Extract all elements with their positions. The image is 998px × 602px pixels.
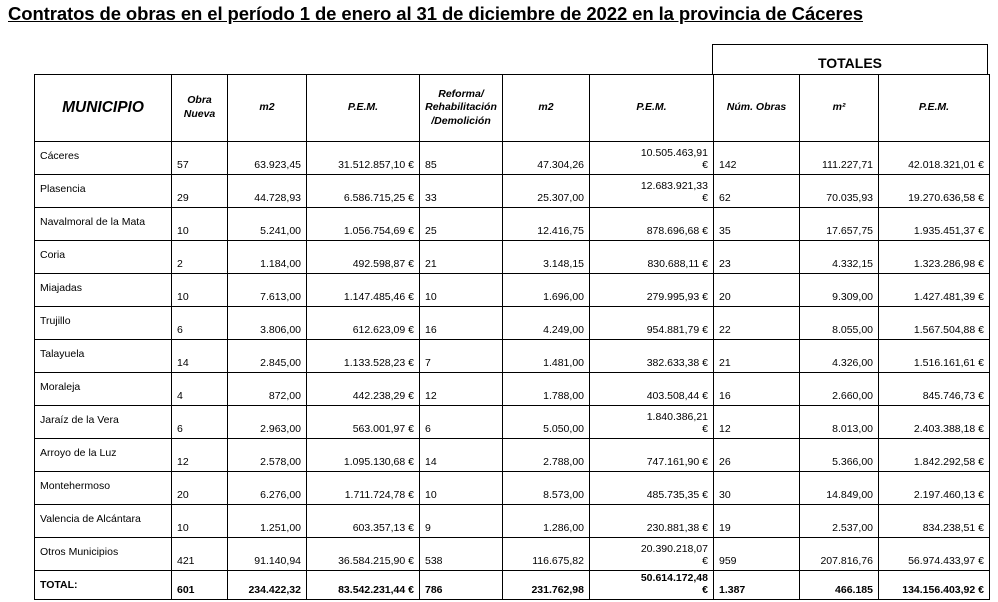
cell-reforma: 16 (420, 307, 503, 340)
cell-pem-total: 1.323.286,98 € (879, 241, 990, 274)
cell-pem-reforma (590, 208, 714, 241)
cell-m2-reforma: 12.416,75 (503, 208, 590, 241)
cell-m2-nueva: 2.845,00 (228, 340, 307, 373)
cell-obra-nueva: 4 (172, 373, 228, 406)
cell-obra-nueva: 10 (172, 505, 228, 538)
cell-num-obras: 22 (714, 307, 800, 340)
cell-pem-nueva: 36.584.215,90 € (307, 538, 420, 571)
cell-value: 279.995,93 € (646, 291, 708, 303)
cell-m2-nueva: 91.140,94 (228, 538, 307, 571)
total-row (35, 571, 990, 600)
cell-num-obras: 19 (714, 505, 800, 538)
cell-pem-reforma (590, 274, 714, 307)
cell-reforma: 21 (420, 241, 503, 274)
cell-m2-reforma: 231.762,98 (503, 571, 590, 600)
cell-pem-total: 1.842.292,58 € (879, 439, 990, 472)
cell-obra-nueva: 57 (172, 142, 228, 175)
cell-municipio: Talayuela (35, 340, 172, 373)
contracts-table (34, 74, 990, 600)
cell-pem-reforma (590, 307, 714, 340)
cell-pem-nueva: 83.542.231,44 € (307, 571, 420, 600)
table-body (35, 142, 990, 600)
cell-pem-reforma (590, 538, 714, 571)
table-row (35, 439, 990, 472)
cell-municipio: Montehermoso (35, 472, 172, 505)
cell-value: 830.688,11 € (647, 258, 708, 270)
cell-m2-reforma: 1.481,00 (503, 340, 590, 373)
cell-reforma: 538 (420, 538, 503, 571)
cell-pem-reforma (590, 340, 714, 373)
cell-value: 12.683.921,33 € (640, 180, 708, 204)
header-m2-nueva: m2 (228, 75, 307, 142)
cell-m2-total: 207.816,76 (800, 538, 879, 571)
cell-municipio: Miajadas (35, 274, 172, 307)
table-row (35, 472, 990, 505)
cell-m2-nueva: 2.963,00 (228, 406, 307, 439)
cell-pem-total: 42.018.321,01 € (879, 142, 990, 175)
cell-reforma: 25 (420, 208, 503, 241)
cell-pem-reforma (590, 505, 714, 538)
cell-num-obras: 12 (714, 406, 800, 439)
cell-reforma: 6 (420, 406, 503, 439)
totales-header: TOTALES (712, 44, 988, 74)
cell-pem-nueva: 1.056.754,69 € (307, 208, 420, 241)
cell-num-obras: 20 (714, 274, 800, 307)
cell-value: 747.161,90 € (646, 456, 708, 468)
cell-municipio: Navalmoral de la Mata (35, 208, 172, 241)
cell-pem-nueva: 442.238,29 € (307, 373, 420, 406)
cell-pem-reforma (590, 571, 714, 600)
cell-m2-nueva: 1.251,00 (228, 505, 307, 538)
cell-m2-nueva: 63.923,45 (228, 142, 307, 175)
header-pem-total: P.E.M. (879, 75, 990, 142)
header-pem-nueva: P.E.M. (307, 75, 420, 142)
cell-m2-nueva: 5.241,00 (228, 208, 307, 241)
table-row (35, 274, 990, 307)
cell-pem-reforma (590, 472, 714, 505)
cell-m2-reforma: 1.696,00 (503, 274, 590, 307)
header-num-obras: Núm. Obras (714, 75, 800, 142)
cell-municipio: Plasencia (35, 175, 172, 208)
cell-pem-nueva: 612.623,09 € (307, 307, 420, 340)
cell-m2-reforma: 4.249,00 (503, 307, 590, 340)
cell-pem-nueva: 603.357,13 € (307, 505, 420, 538)
cell-m2-nueva: 872,00 (228, 373, 307, 406)
cell-reforma: 14 (420, 439, 503, 472)
cell-municipio: Trujillo (35, 307, 172, 340)
cell-municipio: Arroyo de la Luz (35, 439, 172, 472)
cell-pem-nueva: 1.147.485,46 € (307, 274, 420, 307)
cell-m2-total: 17.657,75 (800, 208, 879, 241)
cell-m2-total: 5.366,00 (800, 439, 879, 472)
cell-m2-total: 14.849,00 (800, 472, 879, 505)
cell-m2-reforma: 1.286,00 (503, 505, 590, 538)
cell-pem-total: 19.270.636,58 € (879, 175, 990, 208)
cell-m2-total: 70.035,93 (800, 175, 879, 208)
cell-m2-total: 111.227,71 (800, 142, 879, 175)
cell-pem-total: 2.403.388,18 € (879, 406, 990, 439)
cell-obra-nueva: 29 (172, 175, 228, 208)
cell-m2-nueva: 7.613,00 (228, 274, 307, 307)
cell-municipio: Valencia de Alcántara (35, 505, 172, 538)
cell-num-obras: 16 (714, 373, 800, 406)
cell-num-obras: 21 (714, 340, 800, 373)
cell-m2-reforma: 25.307,00 (503, 175, 590, 208)
cell-pem-nueva: 563.001,97 € (307, 406, 420, 439)
header-pem-reforma: P.E.M. (590, 75, 714, 142)
cell-obra-nueva: 601 (172, 571, 228, 600)
cell-pem-reforma (590, 373, 714, 406)
cell-num-obras: 62 (714, 175, 800, 208)
cell-m2-reforma: 2.788,00 (503, 439, 590, 472)
page-title: Contratos de obras en el período 1 de enero al 31 de diciembre de 2022 en la provincia de Cáceres (8, 3, 863, 24)
cell-reforma: 9 (420, 505, 503, 538)
header-m2-total: m² (800, 75, 879, 142)
header-row (35, 75, 990, 142)
cell-num-obras: 959 (714, 538, 800, 571)
cell-pem-nueva: 1.133.528,23 € (307, 340, 420, 373)
header-municipio: MUNICIPIO (35, 75, 172, 142)
cell-municipio: Otros Municipios (35, 538, 172, 571)
cell-m2-nueva: 2.578,00 (228, 439, 307, 472)
cell-pem-nueva: 1.711.724,78 € (307, 472, 420, 505)
cell-value: 954.881,79 € (646, 324, 708, 336)
cell-reforma: 10 (420, 274, 503, 307)
cell-m2-total: 8.013,00 (800, 406, 879, 439)
cell-m2-total: 4.326,00 (800, 340, 879, 373)
cell-reforma: 85 (420, 142, 503, 175)
cell-num-obras: 23 (714, 241, 800, 274)
cell-pem-reforma (590, 439, 714, 472)
cell-pem-total: 845.746,73 € (879, 373, 990, 406)
cell-reforma: 12 (420, 373, 503, 406)
cell-municipio: Jaraíz de la Vera (35, 406, 172, 439)
header-m2-reforma: m2 (503, 75, 590, 142)
cell-pem-nueva: 1.095.130,68 € (307, 439, 420, 472)
cell-pem-reforma (590, 406, 714, 439)
cell-obra-nueva: 14 (172, 340, 228, 373)
cell-num-obras: 26 (714, 439, 800, 472)
table-row (35, 505, 990, 538)
cell-obra-nueva: 10 (172, 274, 228, 307)
cell-reforma: 7 (420, 340, 503, 373)
cell-value: 20.390.218,07 € (640, 543, 708, 567)
cell-obra-nueva: 2 (172, 241, 228, 274)
cell-obra-nueva: 20 (172, 472, 228, 505)
table-row (35, 175, 990, 208)
cell-m2-nueva: 1.184,00 (228, 241, 307, 274)
cell-value: 10.505.463,91 € (640, 147, 708, 171)
cell-pem-total: 834.238,51 € (879, 505, 990, 538)
header-obra-nueva: Obra Nueva (172, 75, 228, 142)
cell-num-obras: 30 (714, 472, 800, 505)
header-reforma: Reforma/ Rehabilitación /Demolición (420, 75, 503, 142)
cell-pem-total: 134.156.403,92 € (879, 571, 990, 600)
cell-m2-total: 2.537,00 (800, 505, 879, 538)
cell-municipio: Coria (35, 241, 172, 274)
cell-m2-nueva: 44.728,93 (228, 175, 307, 208)
cell-obra-nueva: 6 (172, 307, 228, 340)
cell-pem-reforma (590, 142, 714, 175)
cell-pem-total: 1.567.504,88 € (879, 307, 990, 340)
cell-pem-nueva: 6.586.715,25 € (307, 175, 420, 208)
cell-m2-total: 8.055,00 (800, 307, 879, 340)
table-row (35, 307, 990, 340)
table-row (35, 538, 990, 571)
cell-obra-nueva: 421 (172, 538, 228, 571)
cell-value: 878.696,68 € (646, 225, 708, 237)
cell-num-obras: 142 (714, 142, 800, 175)
cell-value: 1.840.386,21 € (646, 411, 708, 435)
cell-m2-total: 4.332,15 (800, 241, 879, 274)
cell-m2-reforma: 5.050,00 (503, 406, 590, 439)
cell-m2-reforma: 116.675,82 (503, 538, 590, 571)
cell-pem-reforma (590, 175, 714, 208)
table-row (35, 241, 990, 274)
cell-pem-total: 56.974.433,97 € (879, 538, 990, 571)
cell-m2-nueva: 6.276,00 (228, 472, 307, 505)
cell-m2-nueva: 3.806,00 (228, 307, 307, 340)
cell-pem-reforma (590, 241, 714, 274)
cell-pem-total: 1.516.161,61 € (879, 340, 990, 373)
cell-obra-nueva: 10 (172, 208, 228, 241)
table-row (35, 373, 990, 406)
cell-value: 403.508,44 € (646, 390, 708, 402)
cell-value: 382.633,38 € (646, 357, 708, 369)
cell-value: 485.735,35 € (646, 489, 708, 501)
cell-municipio: Cáceres (35, 142, 172, 175)
cell-pem-nueva: 31.512.857,10 € (307, 142, 420, 175)
cell-value: 50.614.172,48 € (640, 572, 708, 596)
cell-municipio: Moraleja (35, 373, 172, 406)
cell-reforma: 786 (420, 571, 503, 600)
cell-m2-nueva: 234.422,32 (228, 571, 307, 600)
cell-m2-reforma: 3.148,15 (503, 241, 590, 274)
cell-pem-nueva: 492.598,87 € (307, 241, 420, 274)
cell-reforma: 10 (420, 472, 503, 505)
table-row (35, 340, 990, 373)
cell-m2-total: 2.660,00 (800, 373, 879, 406)
cell-m2-reforma: 8.573,00 (503, 472, 590, 505)
table-row (35, 208, 990, 241)
cell-pem-total: 1.427.481,39 € (879, 274, 990, 307)
cell-pem-total: 1.935.451,37 € (879, 208, 990, 241)
cell-obra-nueva: 6 (172, 406, 228, 439)
table-row (35, 142, 990, 175)
cell-m2-total: 9.309,00 (800, 274, 879, 307)
cell-obra-nueva: 12 (172, 439, 228, 472)
cell-reforma: 33 (420, 175, 503, 208)
cell-m2-total: 466.185 (800, 571, 879, 600)
cell-m2-reforma: 47.304,26 (503, 142, 590, 175)
cell-m2-reforma: 1.788,00 (503, 373, 590, 406)
cell-num-obras: 1.387 (714, 571, 800, 600)
cell-municipio: TOTAL: (35, 571, 172, 600)
cell-value: 230.881,38 € (646, 522, 708, 534)
cell-pem-total: 2.197.460,13 € (879, 472, 990, 505)
cell-num-obras: 35 (714, 208, 800, 241)
table-row (35, 406, 990, 439)
